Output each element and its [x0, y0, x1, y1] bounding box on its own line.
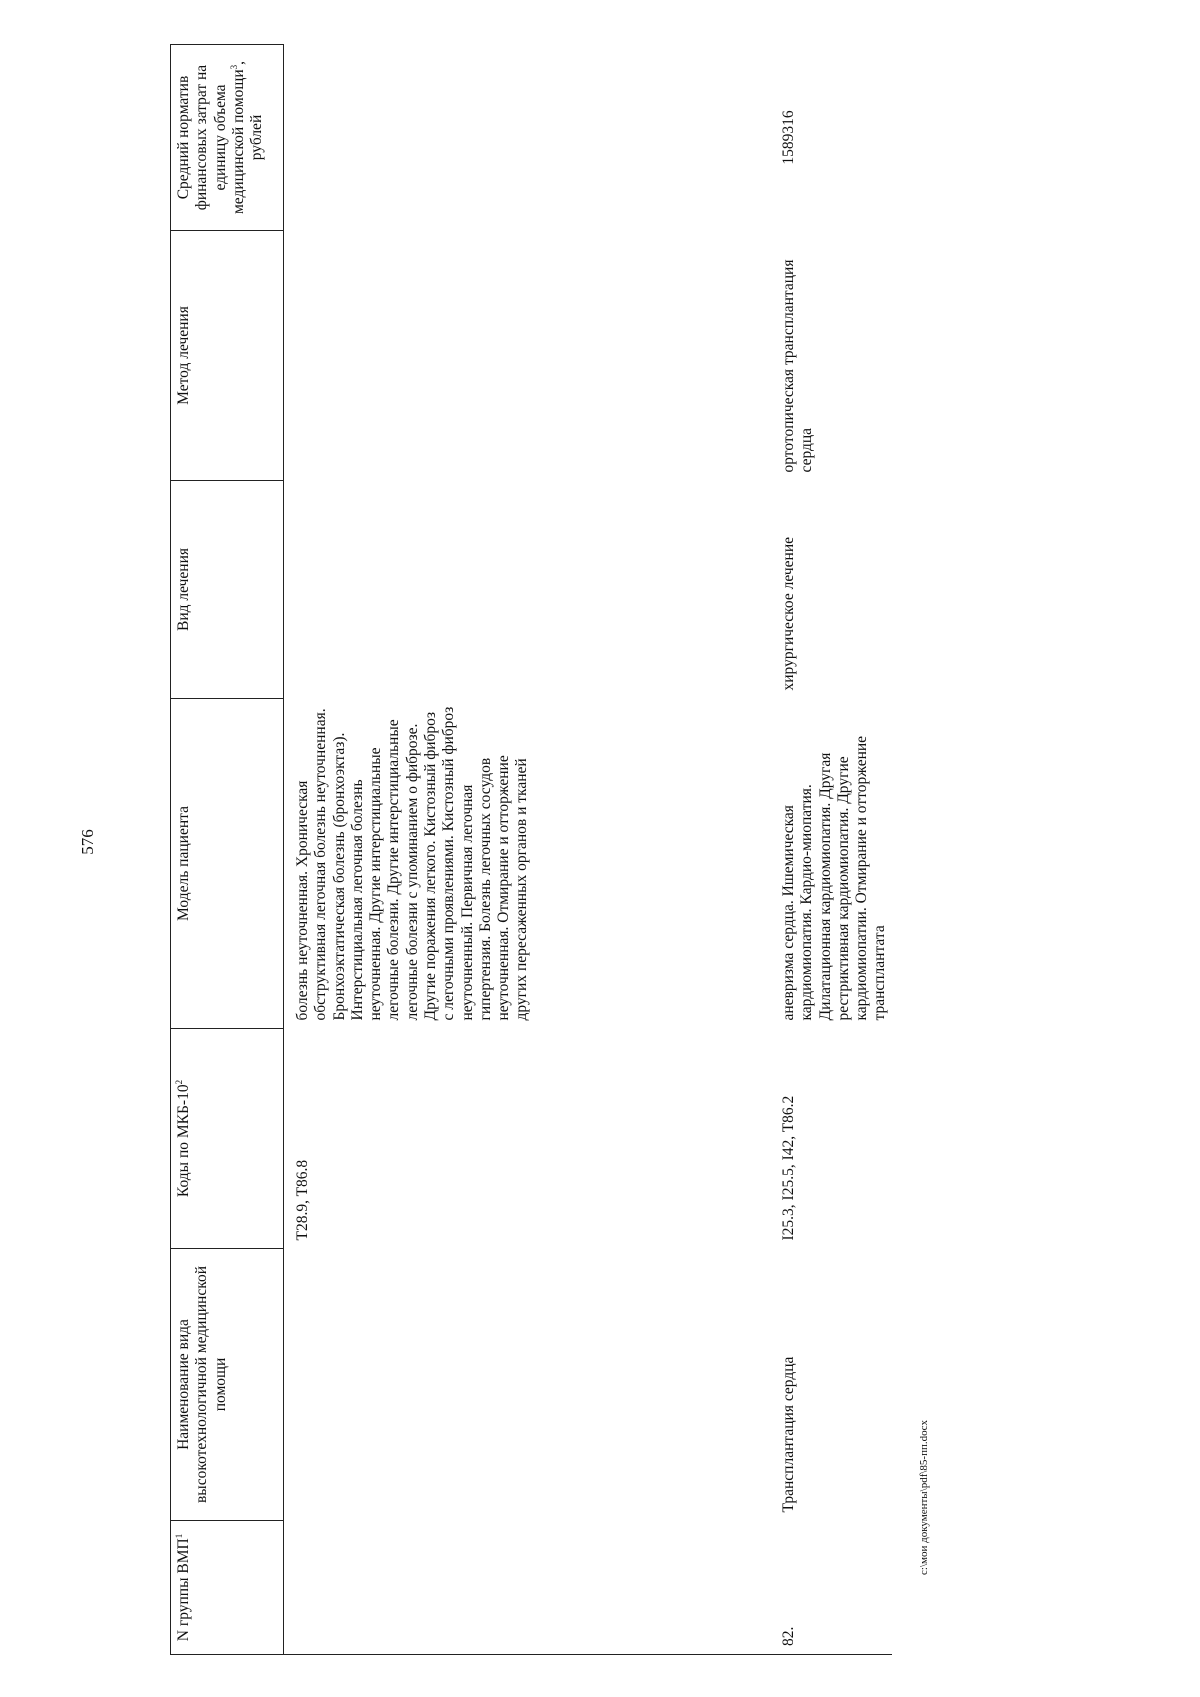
table-header-row: [171, 45, 284, 1655]
cell-name: [284, 1249, 763, 1521]
cell-group-no: 82.: [762, 1521, 892, 1655]
cell-treatment-type: [284, 481, 763, 699]
table-row: [284, 45, 763, 1655]
cell-treatment-type: хирургическое лечение: [780, 537, 797, 691]
header-group-no: N группы ВМП$^1$: [171, 1521, 284, 1655]
header-patient-model: Модель пациента: [171, 699, 284, 1029]
cell-name: Трансплантация сердца: [780, 1356, 797, 1513]
header-treatment-type: Вид лечения: [171, 481, 284, 699]
table-row: [762, 45, 892, 1655]
cell-method: ортотопическая трансплантация сердца: [780, 259, 816, 473]
page-number: 576: [78, 829, 97, 855]
cell-patient-model: аневризма сердца. Ишемическая кардиомиопатия. Кардио-миопатия. Дилатационная кардиомиопатия. Другая рестриктивная кардиомиопатия. Другие кардиомиопатии. Отмирание и отторжение трансплантата: [780, 735, 889, 1021]
header-method: Метод лечения: [171, 231, 284, 481]
cell-patient-model: болезнь неуточненная. Хроническая обструктивная легочная болезнь неуточненная. Бронхоэктатическая болезнь (бронхоэктаз). Интерстициальная легочная болезнь неуточненная. Другие интерстициальные легочные болезни. Другие интерстициальные легочные болезни с упоминанием о фиброзе. Другие поражения легкого. Кистозный фиброз с легочными проявлениями. Кистозный фиброз неуточненный. Первичная легочная гипертензия. Болезнь легочных сосудов неуточненная. Отмирание и отторжение других пересаженных органов и тканей: [294, 706, 531, 1021]
header-name: Наименование вида высокотехнологичной медицинской помощи: [171, 1249, 284, 1521]
medical-care-table-page: [170, 45, 1030, 1655]
cell-cost: 1589316: [780, 110, 797, 165]
cell-icd: I25.3, I25.5, I42, T86.2: [780, 1095, 797, 1241]
cell-icd: T28.9, T86.8: [294, 1159, 311, 1241]
cell-method: [284, 231, 763, 481]
cell-group-no: [284, 1521, 763, 1655]
vmp-table: [170, 44, 892, 1655]
header-cost: Средний норматив финансовых затрат на единицу объема медицинской помощи$^3$, рублей: [171, 45, 284, 231]
cell-cost: [284, 45, 763, 231]
header-icd: Коды по МКБ-$10^2$: [171, 1029, 284, 1249]
file-path-footer: c:\мои документы\pdf\85-пп.docx: [918, 1419, 930, 1575]
